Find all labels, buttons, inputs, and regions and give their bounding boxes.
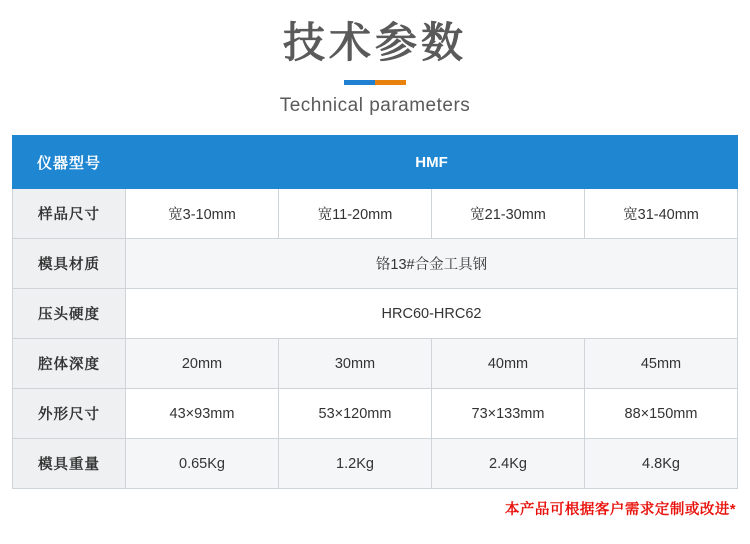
table-row — [13, 439, 738, 489]
cell-outer-dimensions-1: 43×93mm — [126, 389, 279, 439]
page-title: 技术参数 — [282, 19, 467, 66]
cell-outer-dimensions-4: 88×150mm — [585, 389, 738, 439]
cell-sample-size-3: 宽21-30mm — [432, 189, 585, 239]
model-value-cell: HMF — [126, 136, 738, 189]
row-label-mold-material: 模具材质 — [13, 239, 126, 289]
cell-mold-weight-1: 0.65Kg — [126, 439, 279, 489]
cell-mold-weight-2: 1.2Kg — [279, 439, 432, 489]
cell-sample-size-4: 宽31-40mm — [585, 189, 738, 239]
table-row — [13, 239, 738, 289]
row-label-model: 仪器型号 — [13, 136, 126, 189]
table-row — [13, 339, 738, 389]
row-label-sample-size: 样品尺寸 — [13, 189, 126, 239]
cell-cavity-depth-3: 40mm — [432, 339, 585, 389]
table-row — [13, 389, 738, 439]
title-divider — [344, 80, 406, 85]
cell-sample-size-2: 宽11-20mm — [279, 189, 432, 239]
cell-mold-material: 铬13#合金工具钢 — [126, 239, 738, 289]
spec-table-wrapper — [12, 135, 738, 489]
row-label-cavity-depth: 腔体深度 — [13, 339, 126, 389]
title-block — [0, 0, 750, 117]
cell-mold-weight-4: 4.8Kg — [585, 439, 738, 489]
cell-cavity-depth-2: 30mm — [279, 339, 432, 389]
row-label-outer-dimensions: 外形尺寸 — [13, 389, 126, 439]
cell-indenter-hardness: HRC60-HRC62 — [126, 289, 738, 339]
spec-table — [12, 135, 738, 489]
row-label-mold-weight: 模具重量 — [13, 439, 126, 489]
cell-mold-weight-3: 2.4Kg — [432, 439, 585, 489]
row-label-indenter-hardness: 压头硬度 — [13, 289, 126, 339]
cell-sample-size-1: 宽3-10mm — [126, 189, 279, 239]
table-row — [13, 289, 738, 339]
cell-outer-dimensions-2: 53×120mm — [279, 389, 432, 439]
cell-cavity-depth-4: 45mm — [585, 339, 738, 389]
table-header-row — [13, 136, 738, 189]
page-subtitle: Technical parameters — [279, 95, 471, 117]
cell-cavity-depth-1: 20mm — [126, 339, 279, 389]
customization-note: 本产品可根据客户需求定制或改进* — [504, 502, 736, 519]
cell-outer-dimensions-3: 73×133mm — [432, 389, 585, 439]
table-row — [13, 189, 738, 239]
